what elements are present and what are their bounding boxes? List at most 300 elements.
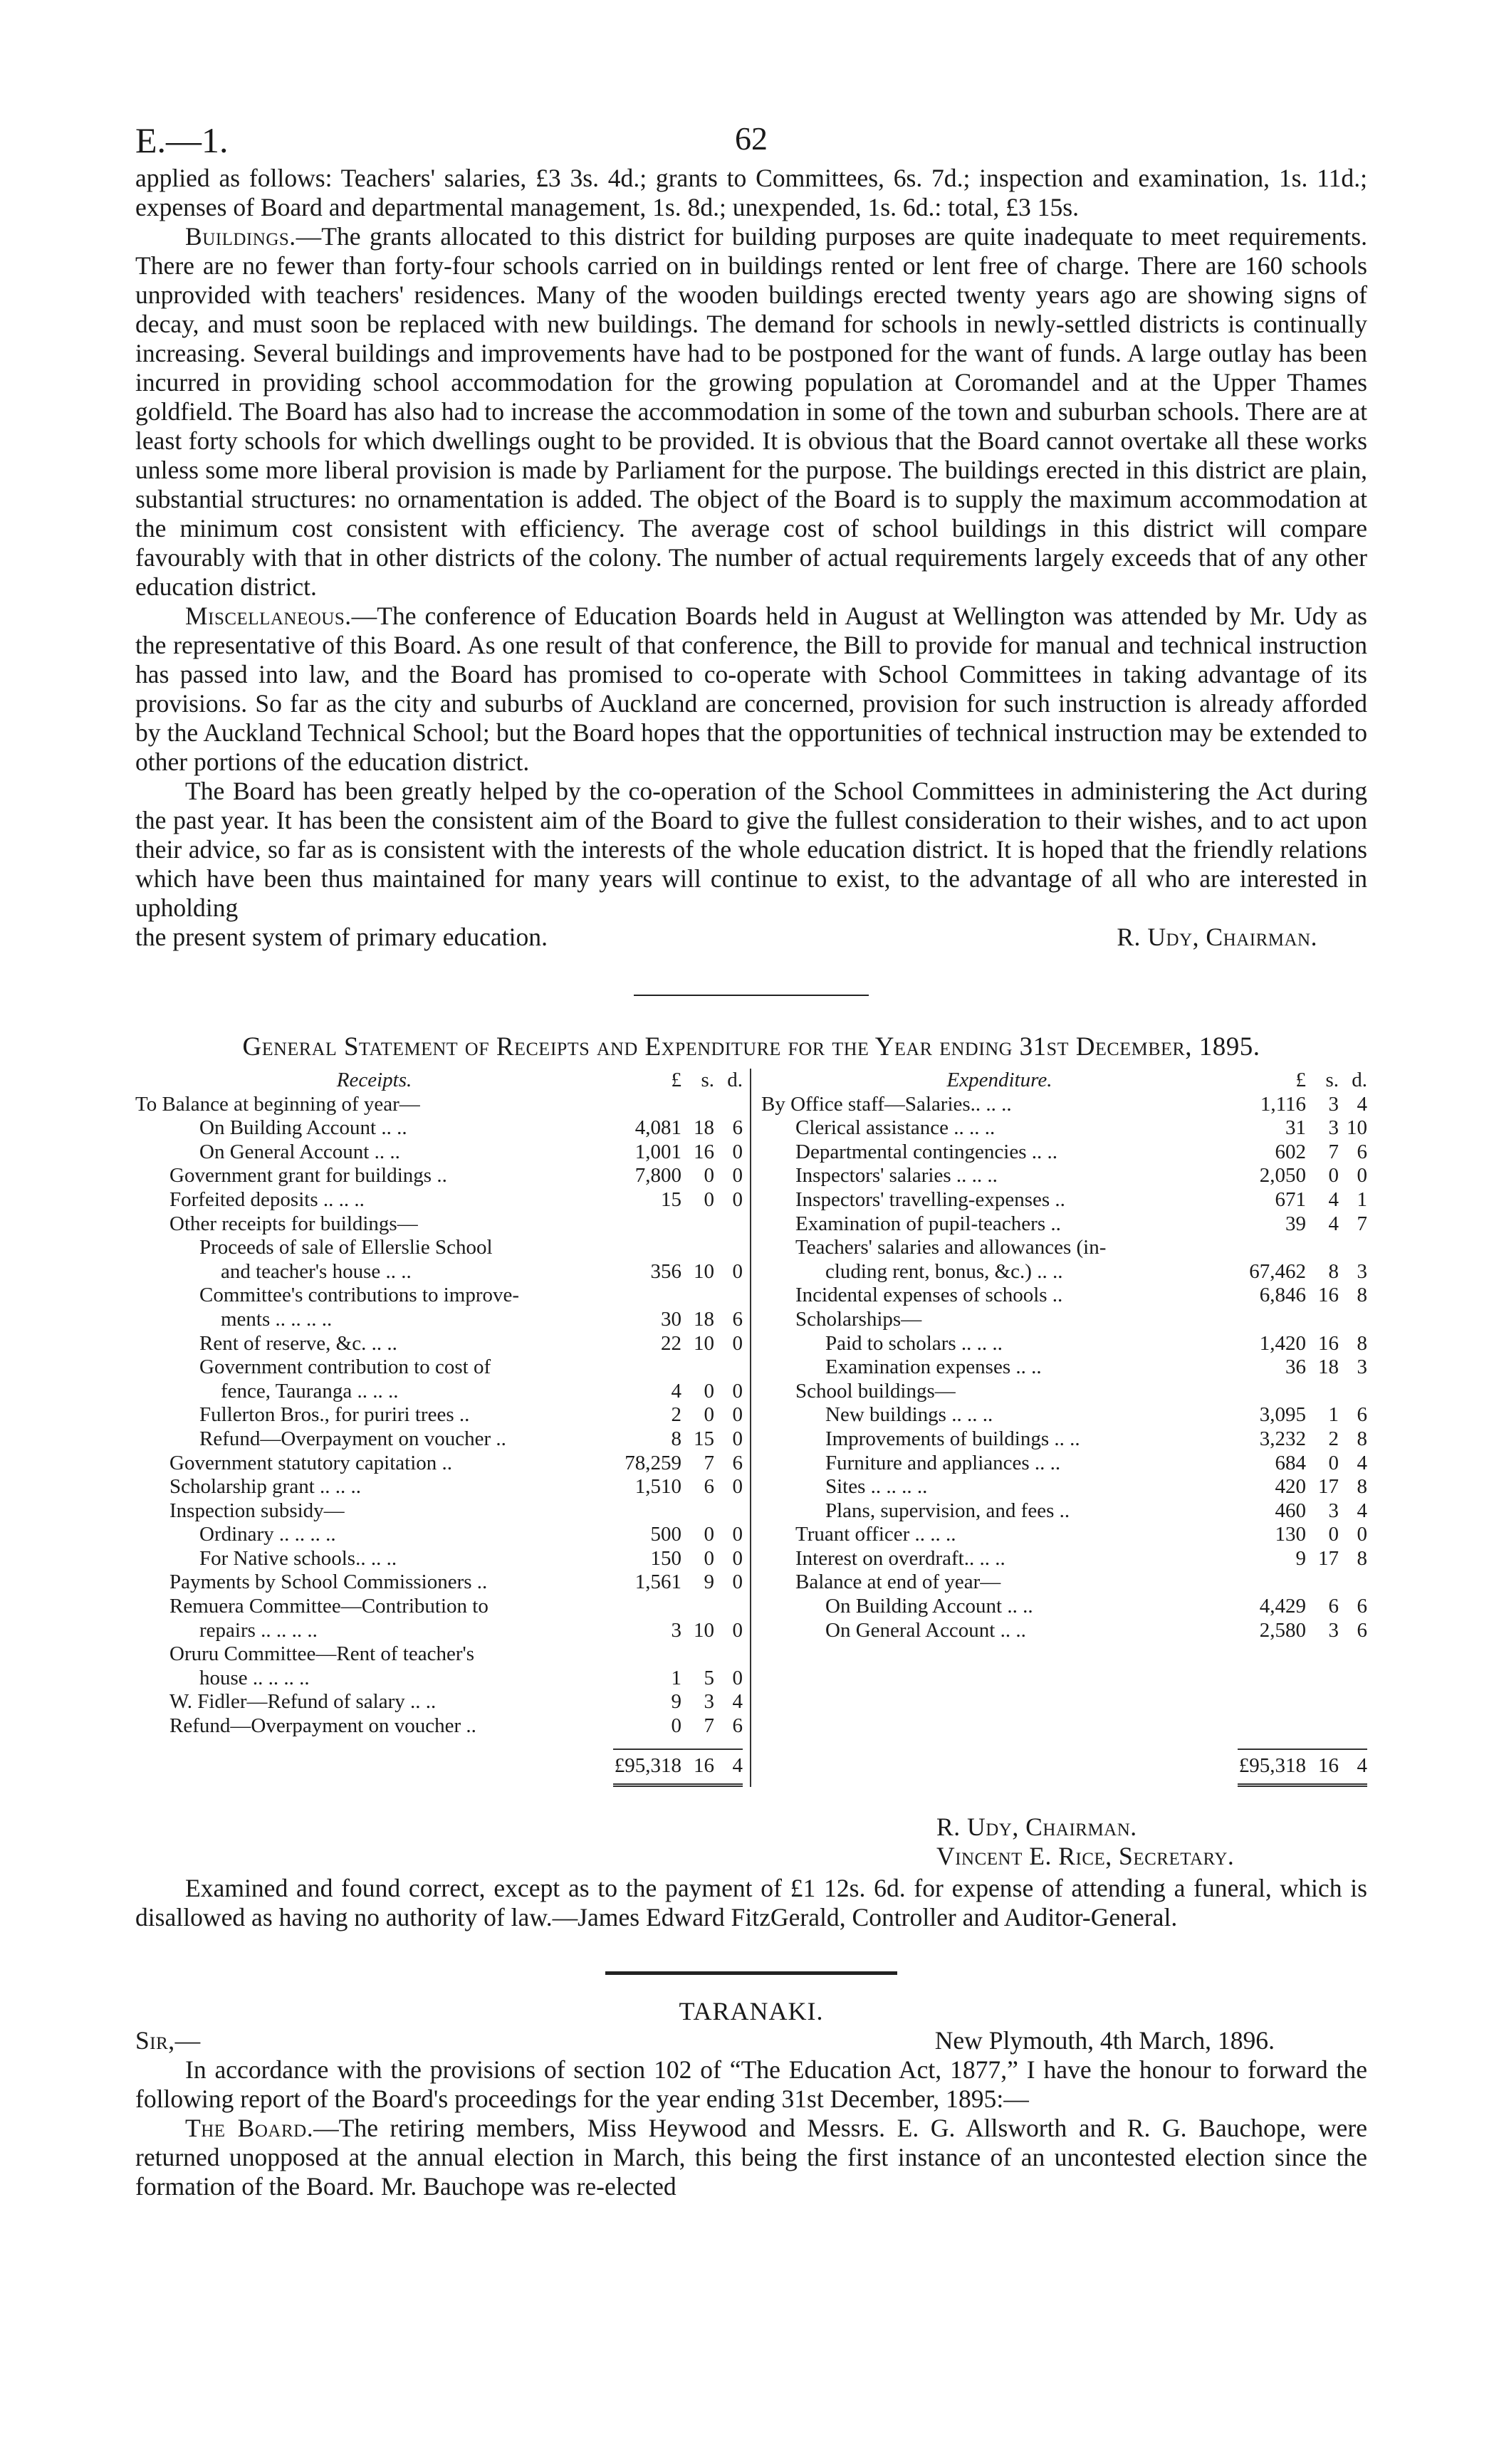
receipt-row xyxy=(135,1619,743,1643)
entry-label: Balance at end of year— xyxy=(795,1571,1001,1594)
entry-shillings: 4 xyxy=(1328,1188,1339,1211)
entry-shillings xyxy=(1306,1308,1339,1332)
entry-pounds: 78,259 xyxy=(625,1451,681,1474)
page-header xyxy=(135,107,1367,164)
entry-shillings: 4 xyxy=(1328,1212,1339,1235)
entry-pounds: 6,846 xyxy=(1259,1284,1306,1307)
entry-shillings: 17 xyxy=(1318,1546,1339,1570)
receipt-row xyxy=(135,1260,743,1284)
entry-label: Improvements of buildings .. .. xyxy=(825,1427,1080,1450)
entry-pounds xyxy=(613,1595,681,1619)
expenditure-row xyxy=(761,1619,1367,1643)
entry-label: Clerical assistance .. .. .. xyxy=(795,1116,996,1140)
entry-pence: 0 xyxy=(732,1379,743,1403)
entry-pence: 0 xyxy=(732,1331,743,1355)
entry-pounds: 4 xyxy=(671,1379,681,1403)
entry-shillings: 8 xyxy=(1328,1259,1339,1283)
receipts-heading: Receipts. xyxy=(336,1069,412,1091)
entry-pence: 8 xyxy=(1357,1427,1367,1450)
expenditure-row xyxy=(761,1212,1367,1237)
entry-pence: 6 xyxy=(732,1714,743,1738)
receipts-header xyxy=(135,1069,743,1093)
entry-label: School buildings— xyxy=(795,1379,956,1403)
entry-pence: 6 xyxy=(1357,1403,1367,1427)
expenditure-row xyxy=(761,1284,1367,1308)
entry-shillings: 7 xyxy=(1328,1140,1339,1163)
entry-label: Oruru Committee—Rent of teacher's xyxy=(169,1642,475,1666)
entry-label: By Office staff—Salaries.. .. .. xyxy=(761,1092,1012,1116)
expenditure-heading: Expenditure. xyxy=(946,1069,1052,1091)
entry-pounds: 1,420 xyxy=(1259,1331,1306,1355)
entry-label: ments .. .. .. .. xyxy=(221,1307,333,1331)
entry-pounds: 602 xyxy=(1275,1140,1306,1163)
entry-pounds: 1,561 xyxy=(634,1571,681,1594)
entry-shillings xyxy=(681,1499,714,1524)
entry-pence xyxy=(714,1499,743,1524)
entry-label: house .. .. .. .. xyxy=(199,1666,310,1689)
entry-label: Truant officer .. .. .. xyxy=(795,1523,956,1546)
entry-label: New buildings .. .. .. xyxy=(825,1403,993,1427)
salutation: Sir,— xyxy=(135,2026,201,2055)
entry-pounds: 9 xyxy=(671,1690,681,1714)
entry-shillings: 0 xyxy=(704,1188,714,1211)
entry-pounds: 3,095 xyxy=(1259,1403,1306,1427)
entry-pounds: 2,050 xyxy=(1259,1164,1306,1188)
entry-pounds xyxy=(1238,1571,1306,1595)
entry-pence: 0 xyxy=(1357,1164,1367,1188)
entry-pence: 0 xyxy=(732,1618,743,1642)
entry-label: Examination expenses .. .. xyxy=(825,1356,1042,1379)
entry-shillings: 7 xyxy=(704,1714,714,1738)
entry-pounds: 2,580 xyxy=(1259,1618,1306,1642)
expenditure-row xyxy=(761,1188,1367,1212)
entry-pence xyxy=(1339,1380,1367,1404)
entry-pence: 8 xyxy=(1357,1331,1367,1355)
entry-pounds xyxy=(613,1284,681,1308)
expenditure-row xyxy=(761,1595,1367,1619)
entry-shillings: 15 xyxy=(694,1427,714,1450)
receipt-row xyxy=(135,1547,743,1571)
entry-pence xyxy=(714,1356,743,1380)
entry-pounds: 684 xyxy=(1275,1451,1306,1474)
entry-label: Government contribution to cost of xyxy=(199,1356,491,1379)
entry-shillings: 0 xyxy=(704,1164,714,1188)
receipt-row xyxy=(135,1380,743,1404)
receipt-row xyxy=(135,1452,743,1476)
entry-pence: 0 xyxy=(732,1140,743,1163)
statement-signatures xyxy=(135,1813,1367,1871)
receipts-rows xyxy=(135,1093,743,1739)
receipts-total-pounds: £95,318 xyxy=(613,1749,681,1788)
entry-shillings: 0 xyxy=(704,1403,714,1427)
miscellaneous-heading: Miscellaneous. xyxy=(185,602,352,630)
entry-pounds: 4,081 xyxy=(634,1116,681,1140)
entry-pence: 0 xyxy=(732,1427,743,1450)
entry-pounds: 7,800 xyxy=(634,1164,681,1188)
entry-pounds: 671 xyxy=(1275,1188,1306,1211)
expenditure-column xyxy=(751,1069,1367,1787)
expenditure-rows xyxy=(761,1093,1367,1643)
statement-title: General Statement of Receipts and Expenditure for the Year ending 31st December, 1895. xyxy=(242,1032,1260,1061)
entry-label: cluding rent, bonus, &c.) .. .. xyxy=(825,1259,1063,1283)
expenditure-row xyxy=(761,1523,1367,1547)
entry-pence xyxy=(714,1642,743,1667)
entry-pence: 6 xyxy=(732,1307,743,1331)
taranaki-heading: TARANAKI. xyxy=(679,1997,824,2026)
entry-shillings: 3 xyxy=(1328,1499,1339,1522)
document-page xyxy=(135,107,1367,2201)
entry-pounds xyxy=(613,1356,681,1380)
entry-pence xyxy=(1339,1236,1367,1260)
expenditure-row xyxy=(761,1236,1367,1260)
expenditure-row xyxy=(761,1308,1367,1332)
taranaki-opening: In accordance with the provisions of section 102 of “The Education Act, 1877,” I have the honour to forward the following report of the Board's proceedings for the year ending 31st December, 1895:— xyxy=(135,2055,1367,2114)
receipts-column xyxy=(135,1069,751,1787)
entry-pence xyxy=(714,1093,743,1117)
entry-label: Refund—Overpayment on voucher .. xyxy=(169,1714,476,1738)
entry-shillings: 0 xyxy=(1328,1451,1339,1474)
entry-pence xyxy=(714,1236,743,1260)
expenditure-spacer xyxy=(761,1642,1367,1738)
entry-pounds: 150 xyxy=(650,1546,681,1570)
entry-pence: 0 xyxy=(732,1523,743,1546)
entry-shillings: 16 xyxy=(1318,1284,1339,1307)
entry-shillings: 2 xyxy=(1328,1427,1339,1450)
entry-pounds: 500 xyxy=(650,1523,681,1546)
entry-label: Committee's contributions to improve- xyxy=(199,1284,520,1307)
entry-label: Teachers' salaries and allowances (in- xyxy=(795,1236,1107,1259)
entry-pounds: 8 xyxy=(671,1427,681,1450)
entry-pence: 6 xyxy=(1357,1595,1367,1618)
entry-pence: 4 xyxy=(732,1690,743,1714)
entry-pence: 0 xyxy=(1357,1523,1367,1546)
entry-shillings: 7 xyxy=(704,1451,714,1474)
closing-last-line xyxy=(135,923,1367,952)
entry-label: Scholarships— xyxy=(795,1307,922,1331)
board-heading: The Board. xyxy=(185,2114,314,2143)
receipt-row xyxy=(135,1284,743,1308)
entry-label: Interest on overdraft.. .. .. xyxy=(795,1546,1005,1570)
entry-pounds: 4,429 xyxy=(1259,1595,1306,1618)
receipt-row xyxy=(135,1332,743,1356)
entry-shillings xyxy=(681,1093,714,1117)
entry-pounds: 1,510 xyxy=(634,1475,681,1499)
entry-shillings: 10 xyxy=(694,1331,714,1355)
entry-pounds: 356 xyxy=(650,1259,681,1283)
entry-label: Forfeited deposits .. .. .. xyxy=(169,1188,365,1211)
entry-pounds: 130 xyxy=(1275,1523,1306,1546)
entry-pence: 4 xyxy=(1357,1451,1367,1474)
intro-paragraph: applied as follows: Teachers' salaries, £3 3s. 4d.; grants to Committees, 6s. 7d.; inspection and examination, 1s. 11d.; expenses of Board and departmental management, 1s. 8d.; unexpended, 1s. 6d.: total, £3 15s. xyxy=(135,164,1367,221)
entry-pounds: 15 xyxy=(661,1188,681,1211)
entry-shillings: 3 xyxy=(1328,1092,1339,1116)
entry-label: Departmental contingencies .. .. xyxy=(795,1140,1058,1163)
entry-pence xyxy=(714,1284,743,1308)
expenditure-total-shillings: 16 xyxy=(1306,1749,1339,1788)
closing-signature: R. Udy, Chairman. xyxy=(1117,923,1317,951)
entry-pence xyxy=(714,1212,743,1237)
entry-pence: 0 xyxy=(732,1403,743,1427)
buildings-text: —The grants allocated to this district for building purposes are quite inadequate to meet requirements. There are no fewer than forty-four schools carried on in buildings rented or lent free of charge. There are 160 schools unprovided with teachers' residences. Many of the wooden buildings erected twenty years ago are showing signs of decay, and must soon be replaced with new buildings. The demand for schools in newly-settled districts is continually increasing. Several buildings and improvements have had to be postponed for the want of funds. A large outlay has been incurred in providing school accommodation for the growing population at Coromandel and at the Upper Thames goldfield. The Board has also had to increase the accommodation in some of the town and suburban schools. There are at least forty schools for which dwellings ought to be provided. It is obvious that the Board cannot overtake all these works unless some more liberal provision is made by Parliament for the purpose. The buildings erected in this district are plain, substantial structures: no ornamentation is added. The object of the Board is to supply the maximum accommodation at the minimum cost consistent with efficiency. The average cost of school buildings in this district will compare favourably with that in other districts of the colony. The number of actual requirements largely exceeds that of any other education district. xyxy=(135,222,1367,601)
entry-pounds: 460 xyxy=(1275,1499,1306,1522)
pence-header: d. xyxy=(1352,1069,1367,1091)
entry-pounds: 22 xyxy=(661,1331,681,1355)
shillings-header: s. xyxy=(1325,1069,1339,1091)
expenditure-row xyxy=(761,1571,1367,1595)
entry-shillings xyxy=(681,1595,714,1619)
expenditure-total-row xyxy=(761,1749,1367,1788)
expenditure-total-pence: 4 xyxy=(1339,1749,1367,1788)
entry-shillings xyxy=(681,1212,714,1237)
entry-shillings xyxy=(681,1284,714,1308)
entry-pence: 1 xyxy=(1357,1188,1367,1211)
entry-label: repairs .. .. .. .. xyxy=(199,1618,318,1642)
entry-pence: 3 xyxy=(1357,1356,1367,1379)
entry-shillings: 10 xyxy=(694,1259,714,1283)
receipt-row xyxy=(135,1141,743,1165)
entry-shillings: 3 xyxy=(1328,1116,1339,1140)
shillings-header: s. xyxy=(701,1069,714,1091)
receipts-total-spacer xyxy=(135,1749,613,1788)
entry-shillings: 5 xyxy=(704,1666,714,1689)
entry-shillings xyxy=(1306,1571,1339,1595)
entry-label: Incidental expenses of schools .. xyxy=(795,1284,1063,1307)
board-text: —The retiring members, Miss Heywood and Messrs. E. G. Allsworth and R. G. Bauchope, were returned unopposed at the annual election in March, this being the first instance of an uncontested election since the formation of the Board. Mr. Bauchope was re-elected xyxy=(135,2114,1367,2201)
receipt-row xyxy=(135,1403,743,1427)
entry-pounds: 1 xyxy=(671,1666,681,1689)
entry-shillings: 3 xyxy=(704,1690,714,1714)
entry-pence xyxy=(1339,1308,1367,1332)
expenditure-row xyxy=(761,1332,1367,1356)
entry-label: Inspectors' salaries .. .. .. xyxy=(795,1164,998,1188)
miscellaneous-text: —The conference of Education Boards held in August at Wellington was attended by Mr. Udy as the representative of this Board. As one result of that conference, the Bill to provide for manual and technical instruction has passed into law, and the Board has promised to co-operate with School Committees in taking advantage of its provisions. So far as the city and suburbs of Auckland are concerned, provision for such instruction is already afforded by the Auckland Technical School; but the Board hopes that the opportunities of technical instruction may be extended to other portions of the education district. xyxy=(135,602,1367,776)
expenditure-total-pounds: £95,318 xyxy=(1238,1749,1306,1788)
expenditure-row xyxy=(761,1380,1367,1404)
entry-label: On General Account .. .. xyxy=(199,1140,400,1163)
entry-label: W. Fidler—Refund of salary .. .. xyxy=(169,1690,437,1714)
receipt-row xyxy=(135,1308,743,1332)
entry-pence: 6 xyxy=(732,1116,743,1140)
audit-note-text: Examined and found correct, except as to the payment of £1 12s. 6d. for expense of attending a funeral, which is disallowed as having no authority of law.—James Edward FitzGerald, Controller and Auditor-General. xyxy=(135,1874,1367,1932)
entry-pence: 0 xyxy=(732,1546,743,1570)
entry-pence: 8 xyxy=(1357,1546,1367,1570)
entry-label: Ordinary .. .. .. .. xyxy=(199,1523,336,1546)
pounds-header: £ xyxy=(671,1069,681,1091)
entry-label: Paid to scholars .. .. .. xyxy=(825,1331,1003,1355)
entry-shillings xyxy=(681,1236,714,1260)
audit-note xyxy=(135,1874,1367,1932)
entry-shillings: 18 xyxy=(1318,1356,1339,1379)
place-date: New Plymouth, 4th March, 1896. xyxy=(934,2026,1275,2055)
entry-shillings xyxy=(681,1642,714,1667)
entry-pence: 3 xyxy=(1357,1259,1367,1283)
receipt-row xyxy=(135,1690,743,1714)
secretary-signature: Vincent E. Rice, Secretary. xyxy=(936,1842,1235,1871)
entry-label: For Native schools.. .. .. xyxy=(199,1546,397,1570)
receipt-row xyxy=(135,1595,743,1619)
section-divider xyxy=(634,995,869,996)
entry-pence: 6 xyxy=(1357,1618,1367,1642)
expenditure-row xyxy=(761,1356,1367,1380)
entry-label: Proceeds of sale of Ellerslie School xyxy=(199,1236,493,1259)
entry-shillings xyxy=(1306,1380,1339,1404)
entry-pounds xyxy=(613,1642,681,1667)
entry-shillings xyxy=(1306,1236,1339,1260)
entry-label: Sites .. .. .. .. xyxy=(825,1475,928,1499)
receipt-row xyxy=(135,1642,743,1667)
entry-pounds xyxy=(1238,1380,1306,1404)
entry-pounds: 0 xyxy=(671,1714,681,1738)
entry-shillings: 6 xyxy=(1328,1595,1339,1618)
pounds-header: £ xyxy=(1295,1069,1306,1091)
board-paragraph xyxy=(135,2114,1367,2201)
entry-pence: 6 xyxy=(732,1451,743,1474)
expenditure-row xyxy=(761,1116,1367,1141)
entry-label: Rent of reserve, &c. .. .. xyxy=(199,1331,397,1355)
entry-pounds: 36 xyxy=(1285,1356,1306,1379)
entry-pence: 0 xyxy=(732,1164,743,1188)
entry-shillings: 10 xyxy=(694,1618,714,1642)
entry-pounds: 30 xyxy=(661,1307,681,1331)
miscellaneous-paragraph xyxy=(135,602,1367,777)
entry-label: Remuera Committee—Contribution to xyxy=(169,1595,489,1618)
entry-shillings: 9 xyxy=(704,1571,714,1594)
entry-shillings: 0 xyxy=(1328,1523,1339,1546)
buildings-paragraph xyxy=(135,222,1367,602)
receipt-row xyxy=(135,1093,743,1117)
entry-pounds: 420 xyxy=(1275,1475,1306,1499)
entry-pence: 7 xyxy=(1357,1212,1367,1235)
expenditure-row xyxy=(761,1164,1367,1188)
entry-pence: 0 xyxy=(732,1259,743,1283)
entry-label: Fullerton Bros., for puriri trees .. xyxy=(199,1403,470,1427)
entry-shillings: 0 xyxy=(1328,1164,1339,1188)
receipt-row xyxy=(135,1523,743,1547)
entry-pounds: 1,001 xyxy=(634,1140,681,1163)
entry-pence: 10 xyxy=(1347,1116,1367,1140)
expenditure-row xyxy=(761,1260,1367,1284)
entry-label: Inspection subsidy— xyxy=(169,1499,345,1522)
entry-pounds xyxy=(613,1093,681,1117)
receipt-row xyxy=(135,1212,743,1237)
accounts-table xyxy=(135,1069,1367,1787)
entry-pounds: 67,462 xyxy=(1249,1259,1306,1283)
entry-label: and teacher's house .. .. xyxy=(221,1259,412,1283)
receipt-row xyxy=(135,1667,743,1691)
entry-label: On General Account .. .. xyxy=(825,1618,1026,1642)
entry-pounds: 9 xyxy=(1295,1546,1306,1570)
entry-shillings: 0 xyxy=(704,1379,714,1403)
entry-shillings: 1 xyxy=(1328,1403,1339,1427)
entry-label: Refund—Overpayment on voucher .. xyxy=(199,1427,506,1450)
entry-pounds xyxy=(1238,1236,1306,1260)
entry-shillings: 0 xyxy=(704,1546,714,1570)
entry-pounds: 3 xyxy=(671,1618,681,1642)
entry-pounds: 3,232 xyxy=(1259,1427,1306,1450)
entry-shillings: 16 xyxy=(694,1140,714,1163)
expenditure-row xyxy=(761,1547,1367,1571)
entry-label: fence, Tauranga .. .. .. xyxy=(221,1379,399,1403)
receipts-total-row xyxy=(135,1749,743,1788)
entry-pounds xyxy=(1238,1308,1306,1332)
entry-shillings: 16 xyxy=(1318,1331,1339,1355)
entry-pence: 8 xyxy=(1357,1475,1367,1499)
entry-pence xyxy=(1339,1571,1367,1595)
entry-shillings: 17 xyxy=(1318,1475,1339,1499)
entry-shillings: 18 xyxy=(694,1307,714,1331)
receipt-row xyxy=(135,1499,743,1524)
report-body xyxy=(135,164,1367,952)
entry-shillings xyxy=(681,1356,714,1380)
taranaki-body xyxy=(135,2055,1367,2201)
buildings-heading: Buildings. xyxy=(185,222,296,251)
entry-label: Government grant for buildings .. xyxy=(169,1164,447,1188)
receipt-row xyxy=(135,1714,743,1739)
entry-pounds: 2 xyxy=(671,1403,681,1427)
expenditure-row xyxy=(761,1499,1367,1524)
receipts-total-shillings: 16 xyxy=(681,1749,714,1788)
receipts-total-pence: 4 xyxy=(714,1749,743,1788)
closing-paragraph: The Board has been greatly helped by the co-operation of the School Committees in administering the Act during the past year. It has been the consistent aim of the Board to give the fullest consideration to their wishes, and to act upon their advice, so far as is consistent with the interests of the whole education district. It is hoped that the friendly relations which have been thus maintained for many years will continue to exist, to the advantage of all who are interested in upholding xyxy=(135,777,1367,922)
receipt-row xyxy=(135,1475,743,1499)
entry-pounds: 31 xyxy=(1285,1116,1306,1140)
entry-label: Inspectors' travelling-expenses .. xyxy=(795,1188,1065,1211)
receipt-row xyxy=(135,1188,743,1212)
entry-label: On Building Account .. .. xyxy=(825,1595,1033,1618)
entry-shillings: 3 xyxy=(1328,1618,1339,1642)
expenditure-total-spacer xyxy=(761,1749,1238,1788)
salutation-line xyxy=(135,2026,1367,2055)
entry-shillings: 0 xyxy=(704,1523,714,1546)
entry-label: Payments by School Commissioners .. xyxy=(169,1571,488,1594)
document-code: E.—1. xyxy=(135,120,229,160)
expenditure-row xyxy=(761,1093,1367,1117)
entry-pence: 6 xyxy=(1357,1140,1367,1163)
entry-pence: 0 xyxy=(732,1571,743,1594)
expenditure-row xyxy=(761,1452,1367,1476)
entry-pounds xyxy=(613,1212,681,1237)
expenditure-row xyxy=(761,1427,1367,1452)
entry-label: On Building Account .. .. xyxy=(199,1116,407,1140)
receipt-row xyxy=(135,1164,743,1188)
entry-pence: 0 xyxy=(732,1475,743,1499)
receipt-row xyxy=(135,1356,743,1380)
entry-pounds: 1,116 xyxy=(1260,1092,1306,1116)
entry-shillings: 18 xyxy=(694,1116,714,1140)
receipt-row xyxy=(135,1236,743,1260)
expenditure-row xyxy=(761,1475,1367,1499)
entry-pence xyxy=(714,1595,743,1619)
entry-label: Furniture and appliances .. .. xyxy=(825,1451,1061,1474)
entry-shillings: 6 xyxy=(704,1475,714,1499)
closing-last-text: the present system of primary education. xyxy=(135,923,548,951)
receipt-row xyxy=(135,1571,743,1595)
expenditure-row xyxy=(761,1403,1367,1427)
entry-pence: 0 xyxy=(732,1666,743,1689)
entry-label: Scholarship grant .. .. .. xyxy=(169,1475,362,1499)
entry-pounds: 39 xyxy=(1285,1212,1306,1235)
section-divider-thick xyxy=(605,1971,897,1975)
entry-pence: 4 xyxy=(1357,1092,1367,1116)
entry-pence: 8 xyxy=(1357,1284,1367,1307)
page-number: 62 xyxy=(735,120,768,157)
pence-header: d. xyxy=(727,1069,743,1091)
entry-pence: 0 xyxy=(732,1188,743,1211)
entry-pence: 4 xyxy=(1357,1499,1367,1522)
receipt-row xyxy=(135,1116,743,1141)
entry-label: Other receipts for buildings— xyxy=(169,1212,418,1235)
entry-pounds xyxy=(613,1499,681,1524)
